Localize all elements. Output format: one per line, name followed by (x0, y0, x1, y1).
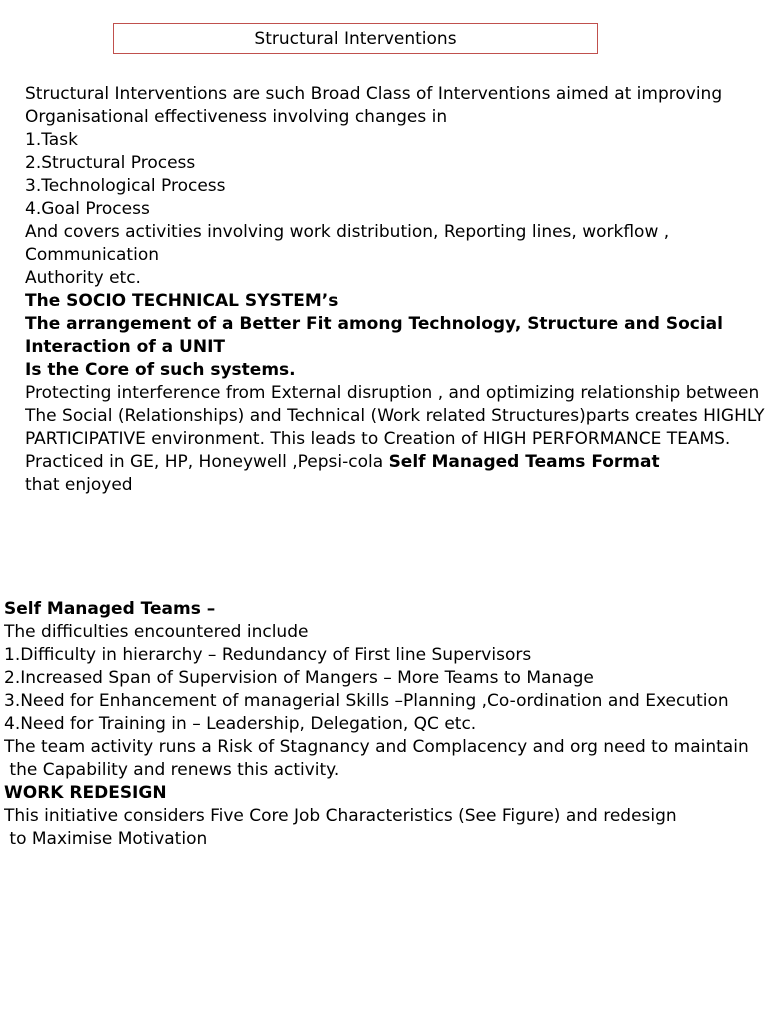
difficulty-item: 4.Need for Training in – Leadership, Delegation, QC etc. (4, 714, 477, 734)
participative-text: PARTICIPATIVE environment. This leads to Creation of HIGH PERFORMANCE TEAMS. (25, 429, 731, 449)
work-redesign-text-continued: to Maximise Motivation (4, 829, 208, 849)
list-item: 4.Goal Process (25, 199, 150, 219)
risk-text-continued: the Capability and renews this activity. (4, 760, 340, 780)
activities-text: And covers activities involving work distribution, Reporting lines, workflow , Communication (25, 222, 670, 265)
work-redesign-heading: WORK REDESIGN (4, 783, 167, 803)
practiced-text (25, 451, 768, 474)
difficulty-item: 2.Increased Span of Supervision of Mangers – More Teams to Manage (4, 668, 594, 688)
intro-text: Structural Interventions are such Broad Class of Interventions aimed at improving (25, 84, 723, 104)
cut-off-text: that enjoyed (25, 475, 133, 495)
list-item: 3.Technological Process (25, 176, 226, 196)
social-technical-text: The Social (Relationships) and Technical (Work related Structures)parts creates HIGHLY (25, 406, 765, 426)
difficulty-item: 3.Need for Enhancement of managerial Skills –Planning ,Co-ordination and Execution (4, 691, 729, 711)
practiced-companies: Practiced in GE, HP, Honeywell ,Pepsi-cola (25, 452, 389, 472)
difficulties-intro: The difficulties encountered include (4, 622, 309, 642)
difficulty-item: 1.Difficulty in hierarchy – Redundancy of First line Supervisors (4, 645, 532, 665)
notes-section (4, 598, 768, 851)
slide-body (25, 83, 768, 576)
list-item: 2.Structural Process (25, 153, 196, 173)
risk-text: The team activity runs a Risk of Stagnancy and Complacency and org need to maintain (4, 737, 749, 757)
socio-technical-heading: The SOCIO TECHNICAL SYSTEM’s (25, 291, 339, 311)
slide-title: Structural Interventions (113, 23, 598, 54)
socio-technical-description: The arrangement of a Better Fit among Technology, Structure and Social Interaction of a UNIT (25, 314, 723, 357)
authority-text: Authority etc. (25, 268, 141, 288)
protection-text: Protecting interference from External disruption , and optimizing relationship between (25, 383, 760, 403)
socio-technical-core: Is the Core of such systems. (25, 360, 296, 380)
self-managed-teams-heading: Self Managed Teams – (4, 599, 216, 619)
intro-text-continued: Organisational effectiveness involving changes in (25, 107, 448, 127)
self-managed-teams-format: Self Managed Teams Format (388, 452, 660, 472)
work-redesign-text: This initiative considers Five Core Job Characteristics (See Figure) and redesign (4, 806, 677, 826)
list-item: 1.Task (25, 130, 78, 150)
